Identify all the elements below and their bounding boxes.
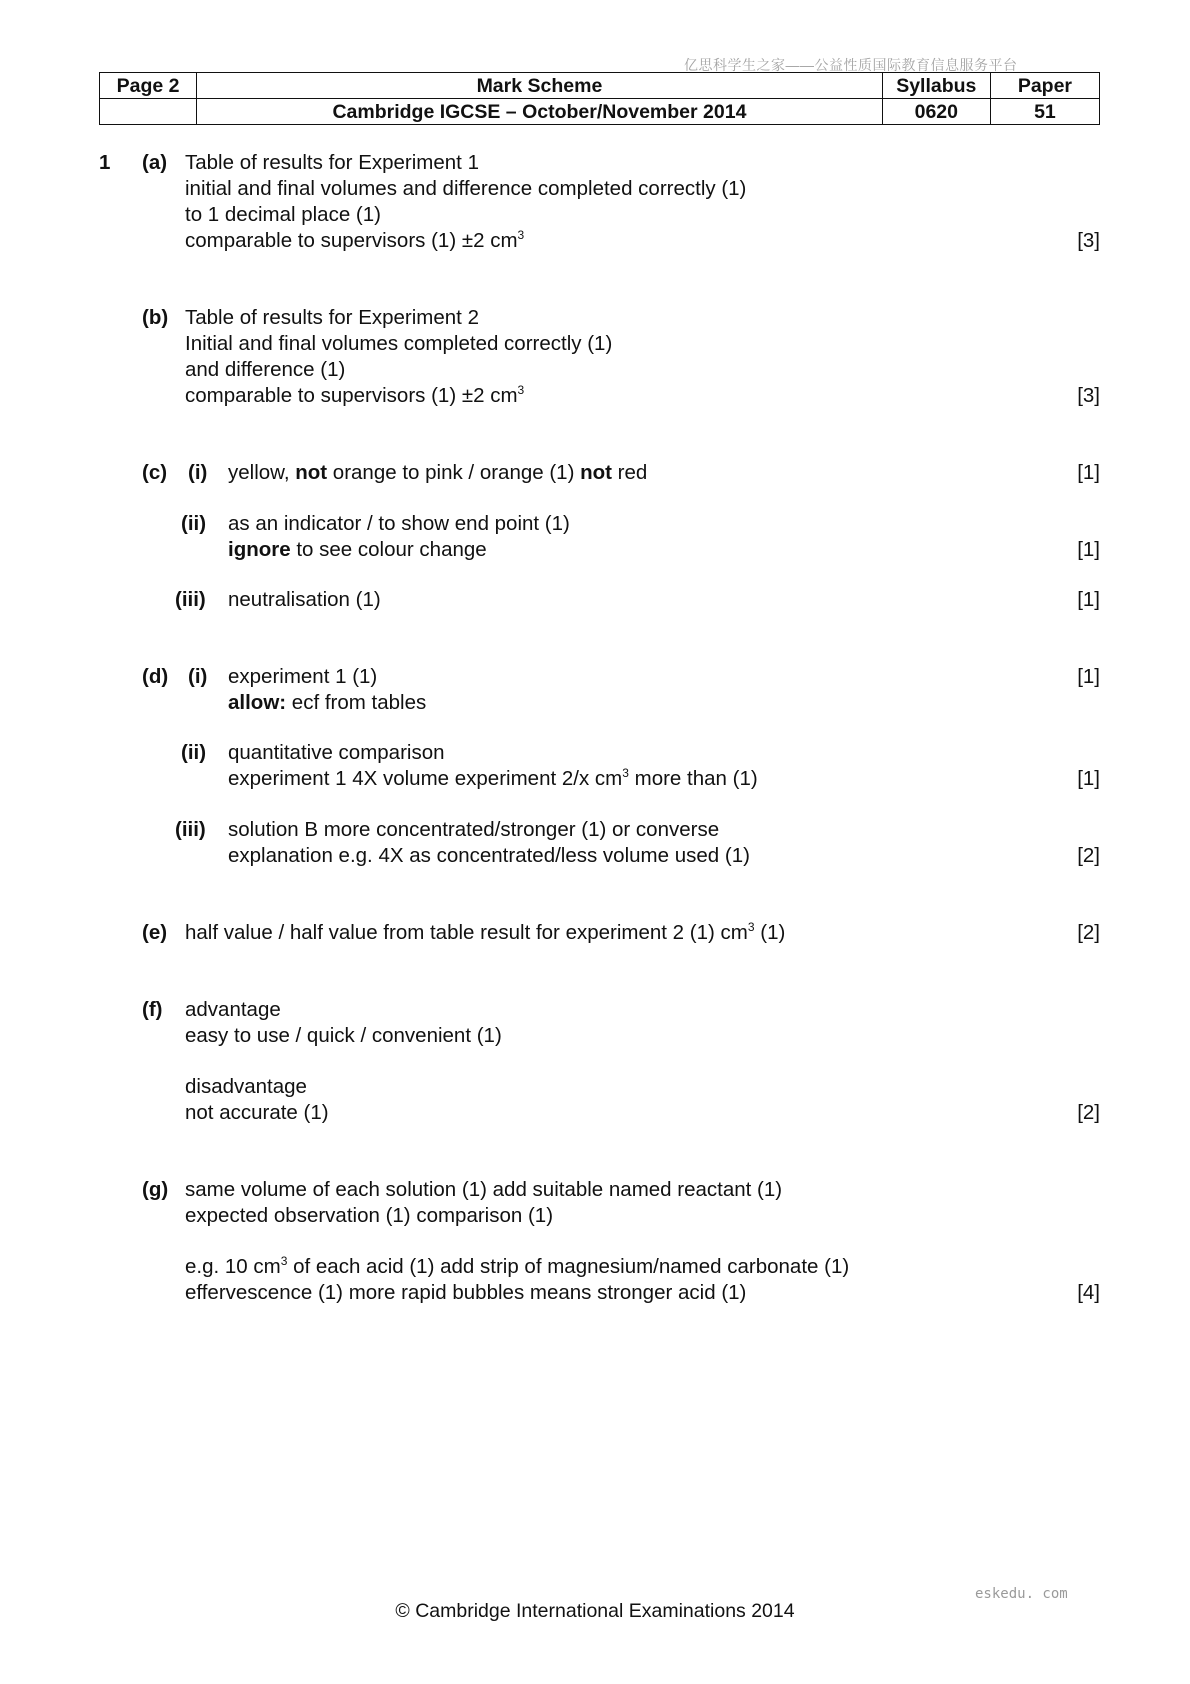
part-c-i-line: yellow, not orange to pink / orange (1) not red: [228, 461, 648, 484]
part-b-line: Table of results for Experiment 2: [185, 306, 479, 329]
part-a-line: to 1 decimal place (1): [185, 203, 381, 226]
part-d-ii-label: (ii): [181, 741, 207, 764]
superscript: 3: [517, 228, 525, 242]
part-f-line: not accurate (1): [185, 1101, 329, 1124]
part-g-line: e.g. 10 $cm^3$ of each acid (1) add strip of magnesium/named carbonate (1): [185, 1254, 850, 1278]
paper-label: Paper: [990, 73, 1099, 99]
part-c-ii-line: ignore to see colour change: [228, 538, 487, 561]
copyright-footer: © Cambridge International Examinations 2014: [395, 1600, 795, 1622]
superscript: 3: [280, 1254, 288, 1268]
mark-allocation: [1]: [1077, 767, 1100, 790]
part-e-label: (e): [142, 921, 168, 944]
mark-allocation: [4]: [1077, 1281, 1100, 1304]
part-b-line: [185, 383, 524, 409]
part-f-line: easy to use / quick / convenient (1): [185, 1024, 502, 1047]
mark-allocation: [3]: [1077, 384, 1100, 407]
mark-allocation: [2]: [1077, 921, 1100, 944]
mark-allocation: [1]: [1077, 461, 1100, 484]
part-g-line: effervescence (1) more rapid bubbles means stronger acid (1): [185, 1281, 747, 1304]
part-d-i-line: allow: ecf from tables: [228, 691, 427, 714]
question-number: 1: [99, 151, 111, 174]
part-a-line: [185, 228, 524, 254]
part-a-line: initial and final volumes and difference completed correctly (1): [185, 177, 747, 200]
part-f-line: advantage: [185, 998, 281, 1021]
part-c-ii-label: (ii): [181, 512, 207, 535]
part-d-iii-label: (iii): [175, 818, 206, 841]
mark-allocation: [2]: [1077, 844, 1100, 867]
part-c-ii-line: as an indicator / to show end point (1): [228, 512, 570, 535]
watermark-site: eskedu. com: [975, 1586, 1068, 1602]
syllabus-label: Syllabus: [882, 73, 990, 99]
part-f-line: disadvantage: [185, 1075, 307, 1098]
part-g-label: (g): [142, 1178, 169, 1201]
paper-number: 51: [990, 99, 1099, 125]
part-a-text: comparable to supervisors (1) ±2 cm: [185, 229, 518, 252]
part-b-line: and difference (1): [185, 358, 346, 381]
mark-allocation: [1]: [1077, 665, 1100, 688]
syllabus-code: 0620: [882, 99, 990, 125]
superscript: 3: [747, 920, 755, 934]
part-c-iii-label: (iii): [175, 588, 206, 611]
part-d-i-line: experiment 1 (1): [228, 665, 378, 688]
doc-title: Mark Scheme: [197, 73, 883, 99]
mark-allocation: [1]: [1077, 538, 1100, 561]
part-d-label: (d): [142, 665, 169, 688]
exam-session: Cambridge IGCSE – October/November 2014: [197, 99, 883, 125]
mark-allocation: [3]: [1077, 229, 1100, 252]
part-d-iii-line: explanation e.g. 4X as concentrated/less volume used (1): [228, 844, 750, 867]
part-b-text: comparable to supervisors (1) ±2 cm: [185, 384, 518, 407]
mark-allocation: [2]: [1077, 1101, 1100, 1124]
part-f-label: (f): [142, 998, 163, 1021]
page-number: Page 2: [100, 73, 197, 99]
part-b-line: Initial and final volumes completed correctly (1): [185, 332, 613, 355]
part-b-label: (b): [142, 306, 169, 329]
part-c-i-label: (i): [188, 461, 208, 484]
part-d-ii-line: experiment 1 4X volume experiment 2/x $cm^3$ more than (1): [228, 766, 758, 790]
part-e-line: half value / half value from table result for experiment 2 (1) $cm^3$ (1): [185, 920, 786, 944]
part-g-line: same volume of each solution (1) add suitable named reactant (1): [185, 1178, 783, 1201]
part-c-label: (c): [142, 461, 168, 484]
part-a-label: (a): [142, 151, 168, 174]
part-c-iii-line: neutralisation (1): [228, 588, 381, 611]
part-d-ii-line: quantitative comparison: [228, 741, 445, 764]
watermark-text: 亿思科学生之家——公益性质国际教育信息服务平台: [684, 57, 1018, 73]
superscript: 3: [517, 383, 525, 397]
part-a-line: Table of results for Experiment 1: [185, 151, 479, 174]
header-empty-cell: [100, 99, 197, 125]
part-d-iii-line: solution B more concentrated/stronger (1) or converse: [228, 818, 720, 841]
mark-allocation: [1]: [1077, 588, 1100, 611]
header-table: [99, 72, 1100, 125]
part-d-i-label: (i): [188, 665, 208, 688]
part-g-line: expected observation (1) comparison (1): [185, 1204, 554, 1227]
superscript: 3: [622, 766, 629, 780]
